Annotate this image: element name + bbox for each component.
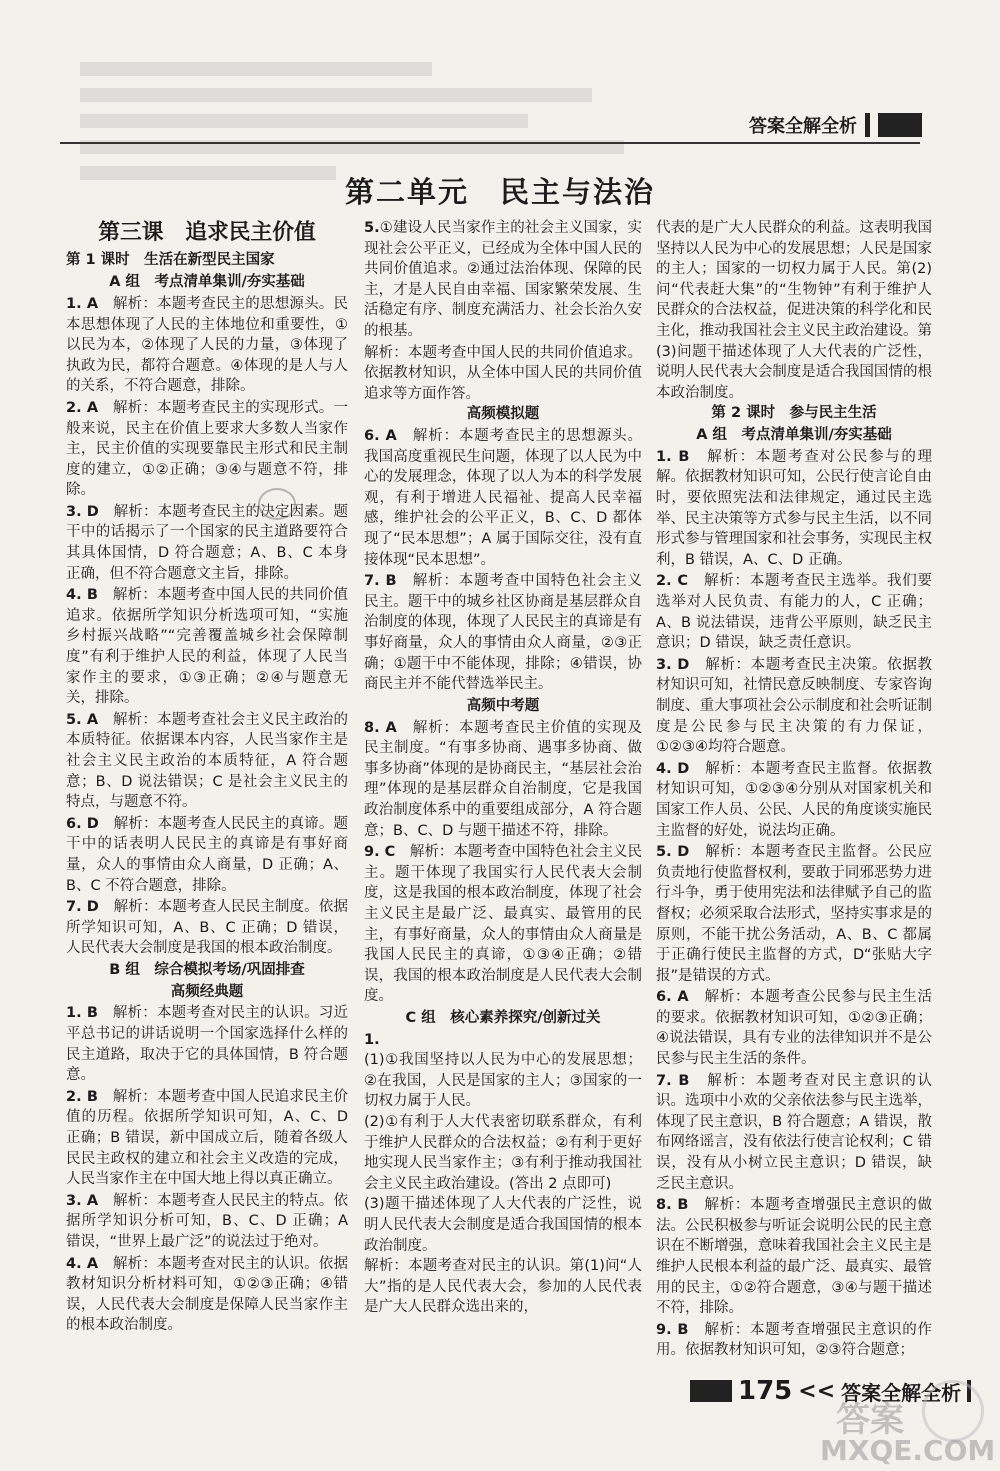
item-number: 2. C — [656, 573, 689, 590]
item-number: 1. — [364, 1031, 380, 1048]
watermark-url: MXQE.COM — [820, 1434, 996, 1467]
item-text: 解析：本题考查中国人民的共同价值追求。依据所学知识分析选项可知，“实施乡村振兴战略”“完善覆盖城乡社会保障制度”有利于维护人民的利益，体现了人民当家作主的要求，①③正确；②④与题意无关，排除。 — [66, 587, 349, 707]
item-text: 解析：本题考查民主的思想源头。我国高度重视民生问题，体现了以人民为中心的发展理念，体现了以人为本的科学发展观，有利于增进人民福祉、提高人民幸福感，维护社会的公平正义，B、C、D 都体现了“民本思想”；A 属于国际交往，没有直接体现“民本思想”。 — [364, 428, 642, 568]
item-number: 4. D — [656, 760, 690, 777]
item-text: 解析：本题考查中国人民追求民主价值的历程。依据所学知识可知，A、C、D 正确；B 错误，新中国成立后，随着各级人民民主政权的建立和社会主义改造的完成，人民当家作主在中国大地上得以真正确立。 — [66, 1088, 349, 1188]
answer-item — [656, 655, 932, 758]
answer-item — [66, 1191, 348, 1253]
group-a-title: A 组 考点清单集训/夯实基础 — [109, 274, 305, 291]
item-text: 解析：本题考查对民主的认识。依据教材知识分析材料可知，①②③正确；④错误，人民代表大会制度是保障人民当家作主的根本政治制度。 — [66, 1255, 349, 1334]
answer-line: (1)①我国坚持以人民为中心的发展思想；②在我国，人民是国家的主人；③国家的一切权力属于人民。 — [364, 1052, 642, 1110]
answer-item — [66, 294, 348, 397]
answer-item — [66, 502, 348, 584]
answer-item — [364, 842, 642, 1007]
item-text: 解析：本题考查人民民主的真谛。题干中的话表明人民民主的真谛是有事好商量，众人的事情由众人商量，D 正确；A、B、C 不符合题意，排除。 — [66, 815, 348, 894]
column-2 — [364, 218, 642, 1319]
item-number: 5. A — [66, 711, 99, 728]
answer-item — [66, 1254, 348, 1336]
exam-answers — [364, 718, 642, 1007]
item-text: 解析：本题考查民主的思想源头。民本思想体现了人民的主体地位和重要性，①以民为本，②体现了人民的力量，③体现了执政为民，都符合题意。④体现的是人与人的关系，不符合题意，排除。 — [66, 295, 349, 395]
item-number: 4. A — [66, 1255, 99, 1272]
header-separator — [865, 113, 870, 137]
item-text: ①建设人民当家作主的社会主义国家，实现社会公平正义，已经成为全体中国人民的共同价值追求。②通过法治体现、保障的民主，才是人民自由幸福、国家繁荣发展、生活稳定有序、制度充满活力、社会长治久安的根基。 — [364, 220, 642, 339]
answer-item — [656, 571, 932, 653]
answer-item — [66, 585, 348, 709]
item-number: 6. A — [364, 428, 397, 445]
item-number: 9. B — [656, 1321, 689, 1338]
item-text: 解析：本题考查增强民主意识的作用。依据教材知识可知，②③符合题意； — [656, 1321, 932, 1359]
item-number: 3. D — [66, 503, 99, 520]
header-rule — [60, 142, 920, 144]
footer-block — [690, 1380, 732, 1402]
column-1 — [66, 218, 348, 1337]
continued-analysis: 代表的是广大人民群众的利益。这表明我国坚持以人民为中心的发展思想；人民是国家的主人；国家的一切权力属于人民。第(2)问“代表赶大集”的“生物钟”有利于维护人民群众的合法权益，促进决策的科学化和民主化，推动我国社会主义民主政治建设。第(3)问题干描述体现了人大代表的广泛性，说明人民代表大会制度是适合我国国情的根本政治制度。 — [656, 220, 932, 401]
item-text: 解析：本题考查对民主的认识。习近平总书记的讲话说明一个国家选择什么样的民主道路，取决于它的具体国情，B 符合题意。 — [66, 1005, 349, 1084]
answer-line: 解析：本题考查对民主的认识。第(1)问“人大”指的是人民代表大会，参加的人民代表是广大人民群众选出来的， — [364, 1258, 642, 1316]
item-text: 解析：本题考查中国特色社会主义民主。题干中的城乡社区协商是基层群众自治制度的体现，体现了人民民主的真谛是有事好商量，众人的事情由众人商量，②③正确；①题干中不能体现，排除；④错误，协商民主并不能代替选举民主。 — [364, 573, 643, 693]
answer-item — [656, 1320, 932, 1361]
answer-item — [656, 1195, 932, 1319]
stamp-mark — [258, 488, 296, 520]
item-text: 解析：本题考查民主决策。依据教材知识可知，社情民意反映制度、专家咨询制度、重大事项社会公示制度和社会听证制度是公民参与民主决策的有力保证，①②③④均符合题意。 — [656, 656, 933, 756]
answer-item — [656, 759, 932, 841]
answer-item — [656, 447, 932, 571]
answer-item — [66, 1087, 348, 1190]
answers-list — [656, 447, 932, 1361]
item-number: 8. B — [656, 1197, 689, 1214]
item-number: 2. A — [66, 399, 99, 416]
answer-item — [364, 571, 642, 695]
watermark-logo — [922, 1380, 984, 1442]
item-number: 3. D — [656, 656, 690, 673]
answer-item — [66, 814, 348, 896]
footer-label: 答案全解全析 — [841, 1380, 962, 1405]
analysis-note: 解析：本题考查中国人民的共同价值追求。依据教材知识，从全体中国人民的共同价值追求等方面作答。 — [364, 344, 642, 402]
item-text: 解析：本题考查对民主意识的认识。选项中小欢的父亲依法参与民主选举，体现了民主意识，B 符合题意；A 错误，散布网络谣言，没有依法行使言论权利；C 错误，没有从小树立民主意识；D 错误，缺乏民主意识。 — [656, 1072, 932, 1192]
item-text: 解析：本题考查民主监督。公民应负责地行使监督权利，要敢于同邪恶势力进行斗争，勇于使用宪法和法律赋予自己的监督权；必须采取合法形式，坚持实事求是的原则，不能干扰公务活动，A、B、C 都属于正确行使民主监督的方式，D“张贴大字报”是错误的方式。 — [656, 844, 933, 984]
item-text: 解析：本题考查中国特色社会主义民主。题干体现了我国实行人民代表大会制度，这是我国的根本政治制度，体现了社会主义民主是最广泛、最真实、最管用的民主，有事好商量，众人的事情由众人商量是我国人民民主的真谛，①③④正确；②错误，我国的根本政治制度是人民代表大会制度。 — [364, 844, 643, 1005]
mock-subtitle: 高频模拟题 — [466, 406, 540, 423]
answer-item — [66, 897, 348, 959]
item-number: 7. B — [656, 1072, 690, 1089]
answers-top — [364, 218, 642, 342]
running-header — [749, 112, 922, 138]
item-text: 解析：本题考查民主的决定因素。题干中的话揭示了一个国家的民主道路要符合其具体国情，D 符合题意；A、B、C 本身正确，但不符合题意文主旨，排除。 — [66, 503, 348, 582]
answer-item — [364, 426, 642, 570]
item-number: 8. A — [364, 719, 397, 736]
item-number: 5. — [364, 220, 380, 236]
answer-line: (2)①有利于人大代表密切联系群众，有利于维护人民群众的合法权益；②有利于更好地实现人民当家作主；③有利于推动我国社会主义民主政治建设。(答出 2 点即可) — [364, 1114, 642, 1192]
column-3 — [656, 218, 932, 1362]
item-number: 9. C — [364, 844, 396, 861]
item-text: 解析：本题考查增强民主意识的做法。公民积极参与听证会说明公民的民主意识在不断增强，意味着我国社会主义民主是维护人民根本利益的最广泛、最真实、最管用的民主，①②符合题意，③④与题干描述不符，排除。 — [656, 1197, 932, 1317]
lesson-title: 第三课 追求民主价值 — [98, 220, 316, 245]
item-text: 解析：本题考查社会主义民主政治的本质特征。依据课本内容，人民当家作主是社会主义民主政治的本质特征，A 符合题意；B、D 说法错误；C 是社会主义民主的特点，与题意不符。 — [66, 711, 349, 811]
item-text: 解析：本题考查民主选举。我们要选举对人民负责、有能力的人，C 正确；A、B 说法错误，违背公平原则，缺乏民主意识；D 错误，缺乏责任意识。 — [656, 573, 933, 652]
answer-item — [364, 218, 642, 342]
group-b-title: B 组 综合模拟考场/巩固排查 — [109, 961, 305, 978]
answer-item — [656, 1071, 932, 1195]
item-number: 1. B — [66, 1005, 98, 1022]
header-block — [878, 113, 922, 137]
item-text: 解析：本题考查民主监督。依据教材知识可知，①②③④分别从对国家机关和国家工作人员、公民、人民的角度谈实施民主监督的好处，说法均正确。 — [656, 760, 933, 839]
page-number: 175 — [738, 1376, 793, 1406]
item-text: 解析：本题考查人民民主制度。依据所学知识可知，A、B、C 正确；D 错误，人民代表大会制度是我国的根本政治制度。 — [66, 899, 348, 957]
group-b-answers — [66, 1003, 348, 1336]
item-text: 解析：本题考查公民参与民主生活的要求。依据教材知识可知，①②③正确；④说法错误，具有专业的法律知识并不是公民参与民主生活的条件。 — [656, 989, 933, 1068]
item-number: 1. B — [656, 448, 690, 465]
unit-title: 第二单元 民主与法治 — [344, 175, 655, 209]
mock-answers — [364, 426, 642, 695]
item-number: 6. A — [656, 989, 689, 1006]
item-text: 解析：本题考查对公民参与的理解。依据教材知识可知，公民行使言论自由时，要依照宪法和法律规定，通过民主选举、民主决策等方式参与民主生活，以不同形式参与管理国家和社会事务，实现民主权利，B 错误，A、C、D 正确。 — [656, 448, 932, 568]
item-number: 7. B — [364, 573, 397, 590]
watermark-text: 答案 — [836, 1400, 904, 1440]
exam-subtitle: 高频中考题 — [466, 697, 540, 714]
answer-item — [656, 842, 932, 986]
item-number: 2. B — [66, 1088, 98, 1105]
header-title: 答案全解全析 — [749, 116, 857, 137]
item-number: 7. D — [66, 899, 99, 916]
group-a-answers — [66, 294, 348, 959]
answer-item — [66, 398, 348, 501]
item-number: 1. A — [66, 295, 99, 312]
answer-item — [66, 710, 348, 813]
item-text: 解析：本题考查民主价值的实现及民主制度。“有事多协商、遇事多协商、做事多协商”体现的是协商民主，“基层社会治理”体现的是基层群众自治制度，它是我国政治制度体系中的重要组成部分，A 符合题意；B、C、D 与题干描述不符，排除。 — [364, 719, 642, 839]
answer-item — [66, 1003, 348, 1085]
group-c-title: C 组 核心素养探究/创新过关 — [405, 1009, 601, 1026]
item-number: 6. D — [66, 815, 99, 832]
group-c-lines — [364, 1050, 642, 1318]
group-c-answer — [364, 1030, 642, 1318]
answer-line: (3)题干描述体现了人大代表的广泛性，说明人民代表大会制度是适合我国国情的根本政治制度。 — [364, 1196, 642, 1254]
item-text: 解析：本题考查民主的实现形式。一般来说，民主在价值上要求大多数人当家作主，民主价值的实现要靠民主形式和民主制度的建立，①②正确；③④与题意不符，排除。 — [66, 399, 349, 499]
item-number: 5. D — [656, 844, 690, 861]
group-b-subtitle: 高频经典题 — [170, 983, 244, 1000]
answer-item — [656, 987, 932, 1069]
item-number: 4. B — [66, 587, 98, 604]
item-text: 解析：本题考查人民民主的特点。依据所学知识分析可知，B、C、D 正确；A 错误，“世界上最广泛”的说法过于绝对。 — [66, 1192, 349, 1250]
section-title-2: 第 2 课时 参与民主生活 — [711, 405, 877, 422]
footer-arrow: << — [798, 1378, 836, 1404]
item-number: 3. A — [66, 1192, 99, 1209]
section-title: 第 1 课时 生活在新型民主国家 — [66, 252, 275, 269]
group-a-title-2: A 组 考点清单集训/夯实基础 — [696, 427, 892, 444]
answer-item — [364, 718, 642, 842]
